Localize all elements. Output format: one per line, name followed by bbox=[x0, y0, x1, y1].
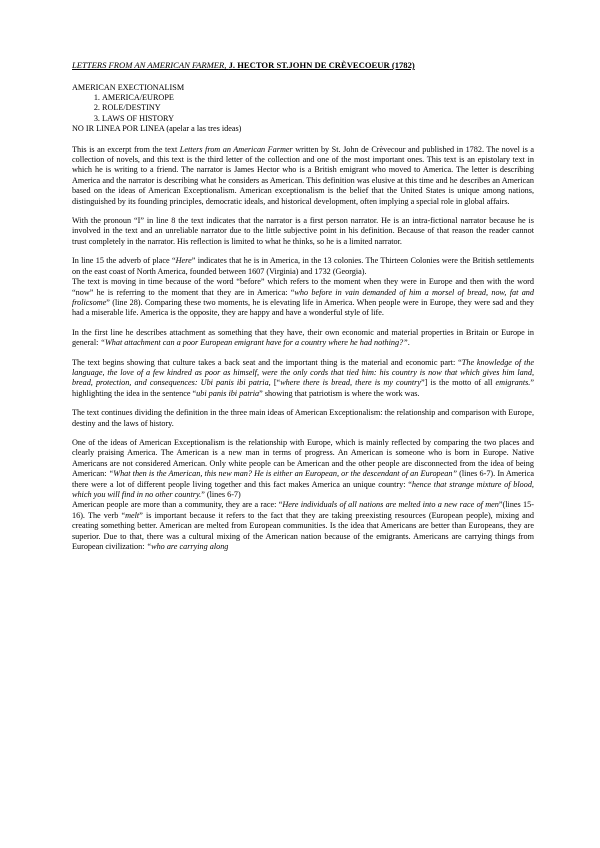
paragraph-text: ” is important because it refers to the fact that they are taking preexisting resources (European people), mixing and creating something better. American are melted from European communities. Is the idea that Americans are better than Europeans, they are superior. Due to that, there was a cultural mixing of the American nation because of the emigrants. Americans are carrying things from European civilization: bbox=[72, 510, 534, 552]
quoted-text: emigrants. bbox=[495, 378, 531, 388]
outline-heading: AMERICAN EXECTIONALISM bbox=[72, 82, 185, 92]
body-paragraph bbox=[72, 145, 534, 207]
paragraph-text: The text continues dividing the definition in the three main ideas of American Exceptionalism: the relationship and comparison with Europe, destiny and the laws of history. bbox=[72, 408, 534, 428]
quoted-text: The knowledge of the language, the love of a few kindred as poor as himself, were the only cords that tied him: his country is now that which gives him land, bread, protection, and consequences: Ubi panis ibi patria, bbox=[72, 357, 535, 388]
quoted-text: Here bbox=[175, 256, 192, 266]
quoted-text: Letters from an American Farmer bbox=[179, 144, 293, 154]
body-paragraph bbox=[72, 358, 534, 400]
work-title: LETTERS FROM AN AMERICAN FARMER, bbox=[72, 60, 227, 70]
quoted-text: where there is bread, there is my country bbox=[280, 378, 421, 388]
outline-note: NO IR LINEA POR LINEA (apelar a las tres ideas) bbox=[72, 124, 242, 134]
paragraph-text: In the first line he describes attachment as something that they have, their own economic and material properties in Britain or Europe in general: bbox=[72, 327, 534, 348]
paragraph-text: ” highlighting the idea in the sentence “ bbox=[72, 378, 534, 398]
body-paragraph bbox=[72, 500, 534, 552]
outline-item: 3. LAWS OF HISTORY bbox=[102, 114, 534, 124]
body-paragraph bbox=[72, 256, 534, 277]
quoted-text: ubi panis ibi patria bbox=[196, 388, 260, 398]
quoted-text: who before in vain demanded of him a morsel of bread, now, fat and frolicsome bbox=[72, 287, 534, 307]
paragraph-text: With the pronoun “I” in line 8 the text indicates that the narrator is a first person narrator. He is an intra-fictional narrator because he is involved in the text and an unreliable narrator due to the little subjective point in his definition. Because of that reason the reader cannot trust completely in the narrator. His reflection is limited to what he thinks, so he is a limited narrator. bbox=[72, 216, 534, 246]
paragraph-text: [“ bbox=[270, 378, 281, 388]
body-paragraph bbox=[72, 408, 534, 429]
outline-item: 2. ROLE/DESTINY bbox=[102, 103, 534, 113]
quoted-text: melt bbox=[125, 510, 140, 520]
body-paragraph bbox=[72, 216, 534, 247]
quoted-text: hence that strange mixture of blood, which you will find in no other country. bbox=[72, 479, 534, 499]
paragraph-text: ” showing that patriotism is where the work was. bbox=[259, 388, 420, 398]
paragraph-text: This is an excerpt from the text bbox=[72, 144, 180, 154]
quoted-text: Here individuals of all nations are melted into a new race of men bbox=[282, 500, 499, 510]
paragraph-text: ” indicates that he is in America, in the 13 colonies. The Thirteen Colonies were the British settlements on the east coast of North America, founded between 1607 (Virginia) and 1732 (Georgia). bbox=[72, 256, 534, 276]
paragraph-text: ” (lines 6-7) bbox=[201, 490, 241, 499]
paragraph-text: . bbox=[407, 338, 410, 348]
body-paragraph bbox=[72, 277, 534, 319]
publication-year: (1782) bbox=[391, 60, 415, 70]
paragraph-text: written by St. John de Crèvecour and published in 1782. The novel is a collection of novels, and this text is the third letter of the collection and one of the most important ones. This text is an epistolary text in which he is writing to a friend. The narrator is James Hector who is a British emigrant who moved to America. The letter is describing America and the narrator is describing what he considers as American. This definition was elusive at this time and he describes an American based on the ideas of American Exceptionalism. American exceptionalism is the belief that the United States is unique among nations, distinguished by its founding principles, democratic ideals, and historical development, often implying a special role in global affairs. bbox=[72, 144, 534, 206]
quoted-text: “What then is the American, this new man? He is either an European, or the descendant of an European” bbox=[108, 469, 458, 479]
document-page bbox=[72, 60, 534, 552]
paragraph-text: American people are more than a community, they are a race: “ bbox=[72, 500, 283, 510]
paragraph-text: The text is moving in time because of the word “before” which refers to the moment when they were in Europe and then with the word “now” he is referring to the moment that they are in America: “ bbox=[72, 277, 534, 297]
paragraph-text: ”] is the motto of all bbox=[420, 378, 496, 388]
document-title bbox=[72, 60, 534, 71]
outline-item: 1. AMERICA/EUROPE bbox=[102, 93, 534, 103]
paragraph-text: ”(lines 15-16). The verb “ bbox=[72, 500, 534, 520]
quoted-text: “What attachment can a poor European emigrant have for a country where he had nothing?” bbox=[100, 338, 408, 348]
outline-list bbox=[72, 93, 534, 124]
paragraph-text: The text begins showing that culture takes a back seat and the important thing is the material and economic part: “ bbox=[72, 357, 462, 367]
author-name: J. HECTOR ST.JOHN DE CRÈVECOEUR bbox=[228, 60, 390, 70]
paragraph-text: ” (line 28). Comparing these two moments, he is elevating life in America. When people were in Europe, they were sad and they had a miserable life. America is the opposite, they are happy and have a wonderful style of life. bbox=[72, 297, 534, 318]
paragraph-text: (lines 6-7). In America there were a lot of different people living together and this fact makes America an unique country: “ bbox=[72, 469, 535, 489]
body-text bbox=[72, 145, 534, 553]
body-paragraph bbox=[72, 328, 534, 349]
quoted-text: “who are carrying along bbox=[146, 542, 229, 552]
paragraph-text: One of the ideas of American Exceptionalism is the relationship with Europe, which is mainly reflected by comparing the two places and clearly praising America. The American is a new man in terms of progress. An American is someone who is born in Europe. Native Americans are not considered American. Only white people can be American and the other people are disconnected from the idea of being American: bbox=[72, 437, 534, 479]
paragraph-text: In line 15 the adverb of place “ bbox=[72, 256, 176, 266]
body-paragraph bbox=[72, 438, 534, 500]
